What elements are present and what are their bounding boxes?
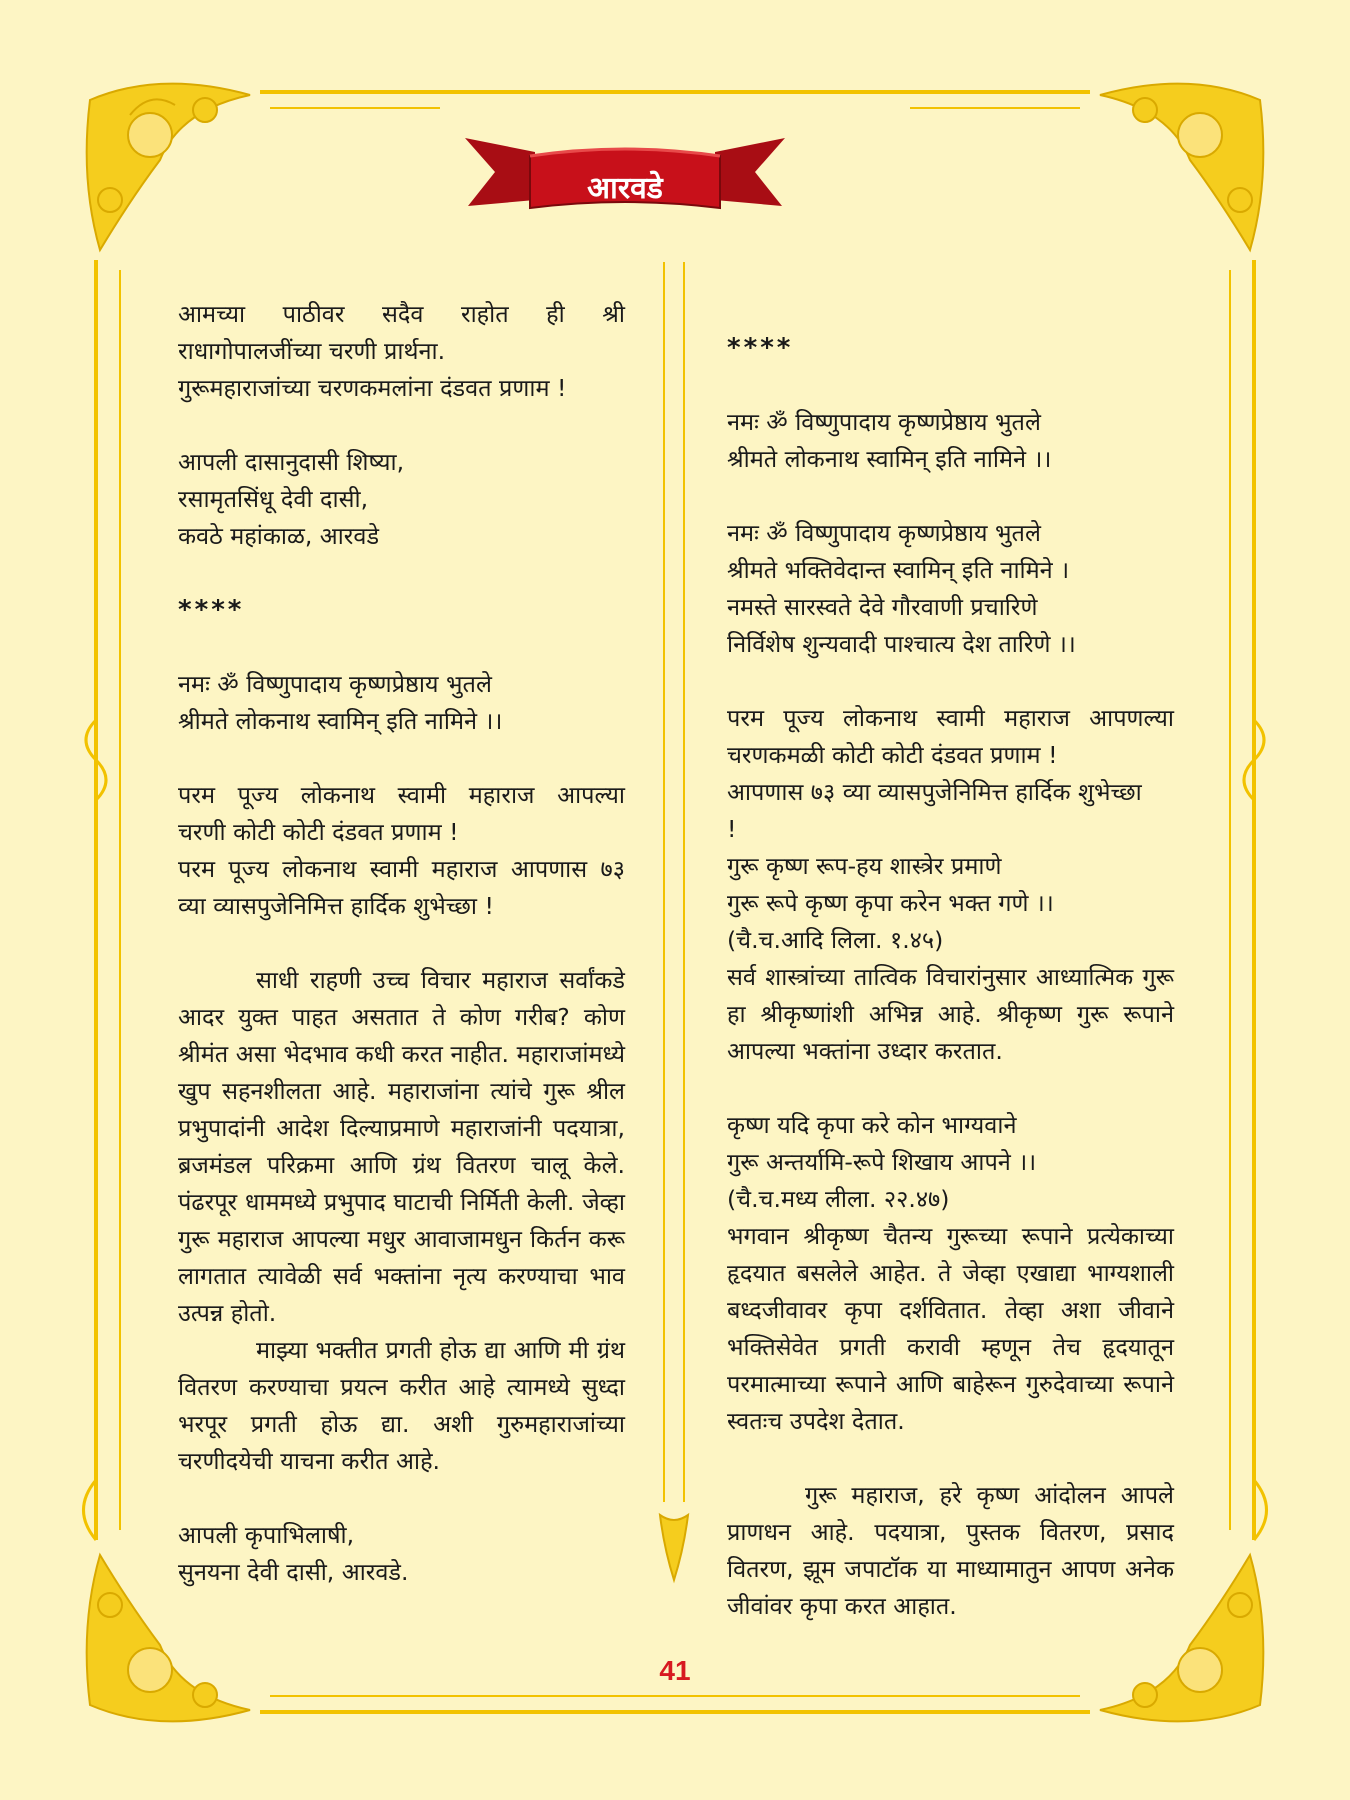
divider-drop-ornament xyxy=(660,1515,688,1580)
greeting-line: ! xyxy=(727,815,737,843)
mantra-line: नमः ॐ विष्णुपादाय कृष्णप्रेष्ठाय भुतले xyxy=(178,670,492,698)
mantra-line: श्रीमते लोकनाथ स्वामिन् इति नामिने ।। xyxy=(178,707,503,735)
right-column xyxy=(727,330,1174,1625)
verse-reference: (चै.च.मध्य लीला. २२.४७) xyxy=(727,1185,950,1213)
para-prayer-l2: राधागोपालजींच्या चरणी प्रार्थना. xyxy=(178,337,446,365)
verse-line: गुरू अन्तर्यामि-रूपे शिखाय आपने ।। xyxy=(727,1148,1037,1176)
page-number: 41 xyxy=(659,1655,691,1686)
para-movement-life: गुरू महाराज, हरे कृष्ण आंदोलन आपले प्राणधन आहे. पदयात्रा, पुस्तक वितरण, प्रसाद वितरण, झूम जपाटॉक या माध्यामातुन आपण अनेक जीवांवर कृपा करत आहात. xyxy=(727,1481,1174,1620)
verse-line: कृष्ण यदि कृपा करे कोन भाग्यवाने xyxy=(727,1111,1017,1139)
column-divider xyxy=(664,262,684,1502)
verse-line: गुरू कृष्ण रूप-हय शास्त्रेर प्रमाणे xyxy=(727,852,1002,880)
para-simple-living: साधी राहणी उच्च विचार महाराज सर्वांकडे आदर युक्त पाहत असतात ते कोण गरीब? कोण श्रीमंत असा भेदभाव कधी करत नाहीत. महाराजांमध्ये खुप सहनशीलता आहे. महाराजांना त्यांचे गुरू श्रील प्रभुपादांनी आदेश दिल्याप्रमाणे महाराजांनी पदयात्रा, ब्रजमंडल परिक्रमा आणि ग्रंथ वितरण चालू केले. पंढरपूर धाममध्ये प्रभुपाद घाटाची निर्मिती केली. जेव्हा गुरू महाराज आपल्या मधुर आवाजामधुन किर्तन करू लागतात त्यावेळी सर्व भक्तांना नृत्य करण्याचा भाव उत्पन्न होतो. xyxy=(178,966,625,1327)
greeting-line: परम पूज्य लोकनाथ स्वामी महाराज आपणास ७३ xyxy=(178,855,625,883)
separator-stars: **** xyxy=(727,333,794,363)
mantra-line: निर्विशेष शुन्यवादी पाश्चात्य देश तारिणे ।। xyxy=(727,630,1076,658)
signature-line: रसामृतसिंधू देवी दासी, xyxy=(178,485,369,513)
mantra-line: नमस्ते सारस्वते देवे गौरवाणी प्रचारिणे xyxy=(727,593,1038,621)
para-prayer-l1: आमच्या पाठीवर सदैव राहोत ही श्री xyxy=(178,300,625,328)
greeting-line: चरणकमळी कोटी कोटी दंडवत प्रणाम ! xyxy=(727,741,1058,769)
greeting-line: व्या व्यासपुजेनिमित्त हार्दिक शुभेच्छा ! xyxy=(178,892,494,920)
corner-ornament-top-left xyxy=(87,84,250,250)
greeting-line: परम पूज्य लोकनाथ स्वामी महाराज आपणल्या xyxy=(727,704,1174,732)
mantra-line: श्रीमते लोकनाथ स्वामिन् इति नामिने ।। xyxy=(727,445,1052,473)
signature-line: कवठे महांकाळ, आरवडे xyxy=(178,522,380,550)
signature-line: आपली दासानुदासी शिष्या, xyxy=(178,448,405,476)
para-guru-nondifferent: सर्व शास्त्रांच्या तात्विक विचारांनुसार आध्यात्मिक गुरू हा श्रीकृष्णांशी अभिन्न आहे. श्रीकृष्ण गुरू रूपाने आपल्या भक्तांना उध्दार करतात. xyxy=(727,963,1174,1065)
signature-line: आपली कृपाभिलाषी, xyxy=(178,1521,355,1549)
greeting-line: परम पूज्य लोकनाथ स्वामी महाराज आपल्या xyxy=(178,781,625,809)
page-title: आरवडे xyxy=(587,171,663,206)
signature-line: सुनयना देवी दासी, आरवडे. xyxy=(178,1558,409,1586)
para-progress-request: माझ्या भक्तीत प्रगती होऊ द्या आणि मी ग्रंथ वितरण करण्याचा प्रयत्न करीत आहे त्यामध्ये सुध्दा भरपूर प्रगती होऊ द्या. अशी गुरुमहाराजांच्या चरणीदयेची याचना करीत आहे. xyxy=(178,1336,625,1475)
separator-stars: **** xyxy=(178,595,245,625)
corner-ornament-top-right xyxy=(1100,84,1263,250)
para-pranam: गुरूमहाराजांच्या चरणकमलांना दंडवत प्रणाम ! xyxy=(178,374,567,402)
mantra-line: नमः ॐ विष्णुपादाय कृष्णप्रेष्ठाय भुतले xyxy=(727,519,1041,547)
greeting-line: चरणी कोटी कोटी दंडवत प्रणाम ! xyxy=(178,818,459,846)
mantra-line: नमः ॐ विष्णुपादाय कृष्णप्रेष्ठाय भुतले xyxy=(727,408,1041,436)
para-supersoul: भगवान श्रीकृष्ण चैतन्य गुरूच्या रूपाने प्रत्येकाच्या हृदयात बसलेले आहेत. ते जेव्हा एखाद्या भाग्यशाली बध्दजीवावर कृपा दर्शवितात. तेव्हा अशा जीवाने भक्तिसेवेत प्रगती करावी म्हणून तेच हृदयातून परमात्माच्या रूपाने आणि बाहेरून गुरुदेवाच्या रूपाने स्वतःच उपदेश देतात. xyxy=(727,1222,1174,1435)
verse-line: गुरू रूपे कृष्ण कृपा करेन भक्त गणे ।। xyxy=(727,889,1054,917)
mantra-line: श्रीमते भक्तिवेदान्त स्वामिन् इति नामिने । xyxy=(727,556,1070,584)
left-column xyxy=(178,296,625,1591)
verse-reference: (चै.च.आदि लिला. १.४५) xyxy=(727,926,944,954)
greeting-line: आपणास ७३ व्या व्यासपुजेनिमित्त हार्दिक शुभेच्छा xyxy=(727,778,1142,806)
